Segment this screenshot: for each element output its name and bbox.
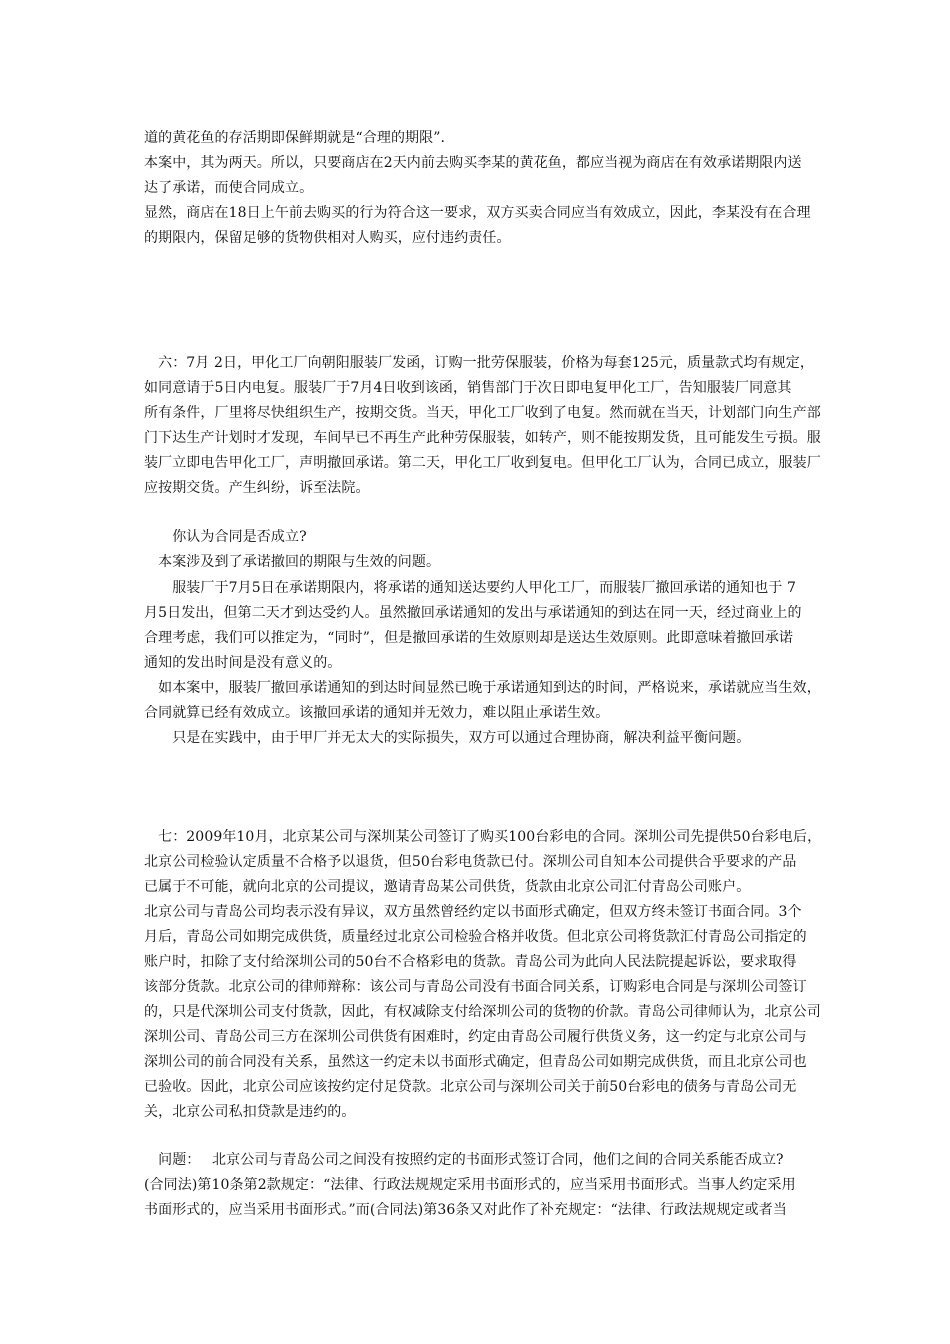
text-line: 本案涉及到了承诺撤回的期限与生效的问题。 xyxy=(144,554,441,570)
text-line: 月5日发出，但第二天才到达受约人。虽然撤回承诺通知的发出与承诺通知的到达在同一天，经过商业上的 xyxy=(144,605,802,621)
text-line: 本案中，其为两天。所以，只要商店在2天内前去购买李某的黄花鱼，都应当视为商店在有效承诺期限内送 xyxy=(144,155,802,171)
text-line: 如同意请于5日内电复。服装厂于7月4日收到该函，销售部门于次日即电复甲化工厂，告知服装厂同意其 xyxy=(144,380,792,396)
text-line: 的，只是代深圳公司支付货款，因此，有权减除支付给深圳公司的货物的价款。青岛公司律师认为，北京公司 xyxy=(144,1004,821,1020)
text-line: 通知的发出时间是没有意义的。 xyxy=(144,655,342,671)
text-line: (合同法)第10条第2款规定：“法律、行政法规规定采用书面形式的，应当采用书面形式。当事人约定采用 xyxy=(144,1177,796,1193)
text-line: 账户时，扣除了支付给深圳公司的50台不合格彩电的货款。青岛公司为此向人民法院提起诉讼，要求取得 xyxy=(144,954,797,970)
text-line: 合理考虑，我们可以推定为，“同时”，但是撤回承诺的生效原则却是送达生效原则。此即意味着撤回承诺 xyxy=(144,630,794,646)
text-line: 门下达生产计划时才发现，车间早已不再生产此种劳保服装，如转产，则不能按期发货，且可能发生亏损。服 xyxy=(144,430,821,446)
text-line: 所有条件，厂里将尽快组织生产，按期交货。当天，甲化工厂收到了电复。然而就在当天，计划部门向生产部 xyxy=(144,405,821,421)
text-line: 达了承诺，而使合同成立。 xyxy=(144,180,314,196)
text-line: 六：7月 2日，甲化工厂向朝阳服装厂发函，订购一批劳保服装，价格为每套125元，质量款式均有规定， xyxy=(144,355,814,371)
text-line: 服装厂于7月5日在承诺期限内，将承诺的通知送达要约人甲化工厂，而服装厂撤回承诺的通知也于 7 xyxy=(144,580,796,596)
text-line: 问题： 北京公司与青岛公司之间没有按照约定的书面形式签订合同，他们之间的合同关系能否成立? xyxy=(144,1152,784,1168)
text-line: 的期限内，保留足够的货物供相对人购买，应付违约责任。 xyxy=(144,230,511,246)
text-line: 已属于不可能，就向北京的公司提议，邀请青岛某公司供货，货款由北京公司汇付青岛公司账户。 xyxy=(144,879,751,895)
text-line: 已验收。因此，北京公司应该按约定付足贷款。北京公司与深圳公司关于前50台彩电的债务与青岛公司无 xyxy=(144,1079,797,1095)
text-line: 装厂立即电告甲化工厂，声明撤回承诺。第二天，甲化工厂收到复电。但甲化工厂认为，合同已成立，服装厂 xyxy=(144,455,821,471)
text-line: 只是在实践中，由于甲厂并无太大的实际损失，双方可以通过合理协商，解决利益平衡问题。 xyxy=(144,730,751,746)
text-line: 道的黄花鱼的存活期即保鲜期就是“合理的期限”. xyxy=(144,130,446,146)
text-line: 七：2009年10月，北京某公司与深圳某公司签订了购买100台彩电的合同。深圳公司先提供50台彩电后， xyxy=(144,829,822,845)
text-line: 合同就算已经有效成立。该撤回承诺的通知并无效力，难以阻止承诺生效。 xyxy=(144,705,610,721)
text-line: 该部分货款。北京公司的律师辩称：该公司与青岛公司没有书面合同关系，订购彩电合同是与深圳公司签订 xyxy=(144,979,807,995)
text-line: 如本案中，服装厂撤回承诺通知的到达时间显然已晚于承诺通知到达的时间，严格说来，承诺就应当生效， xyxy=(144,680,821,696)
text-line: 北京公司与青岛公司均表示没有异议，双方虽然曾经约定以书面形式确定，但双方终未签订书面合同。3个 xyxy=(144,904,802,920)
text-line: 关，北京公司私扣贷款是违约的。 xyxy=(144,1104,356,1120)
text-line: 应按期交货。产生纠纷，诉至法院。 xyxy=(144,480,370,496)
text-line: 深圳公司、青岛公司三方在深圳公司供货有困难时，约定由青岛公司履行供货义务，这一约定与北京公司与 xyxy=(144,1029,807,1045)
text-line: 月后，青岛公司如期完成供货，质量经过北京公司检验合格并收货。但北京公司将货款汇付青岛公司指定的 xyxy=(144,929,807,945)
text-line: 书面形式的，应当采用书面形式。”而(合同法)第36条又对此作了补充规定：“法律、行政法规规定或者当 xyxy=(144,1202,787,1218)
text-line: 你认为合同是否成立? xyxy=(144,529,307,545)
text-line: 北京公司检验认定质量不合格予以退货，但50台彩电货款已付。深圳公司自知本公司提供合乎要求的产品 xyxy=(144,854,797,870)
text-line: 显然，商店在18日上午前去购买的行为符合这一要求，双方买卖合同应当有效成立，因此，李某没有在合理 xyxy=(144,205,811,221)
text-line: 深圳公司的前合同没有关系，虽然这一约定未以书面形式确定，但青岛公司如期完成供货，而且北京公司也 xyxy=(144,1054,807,1070)
